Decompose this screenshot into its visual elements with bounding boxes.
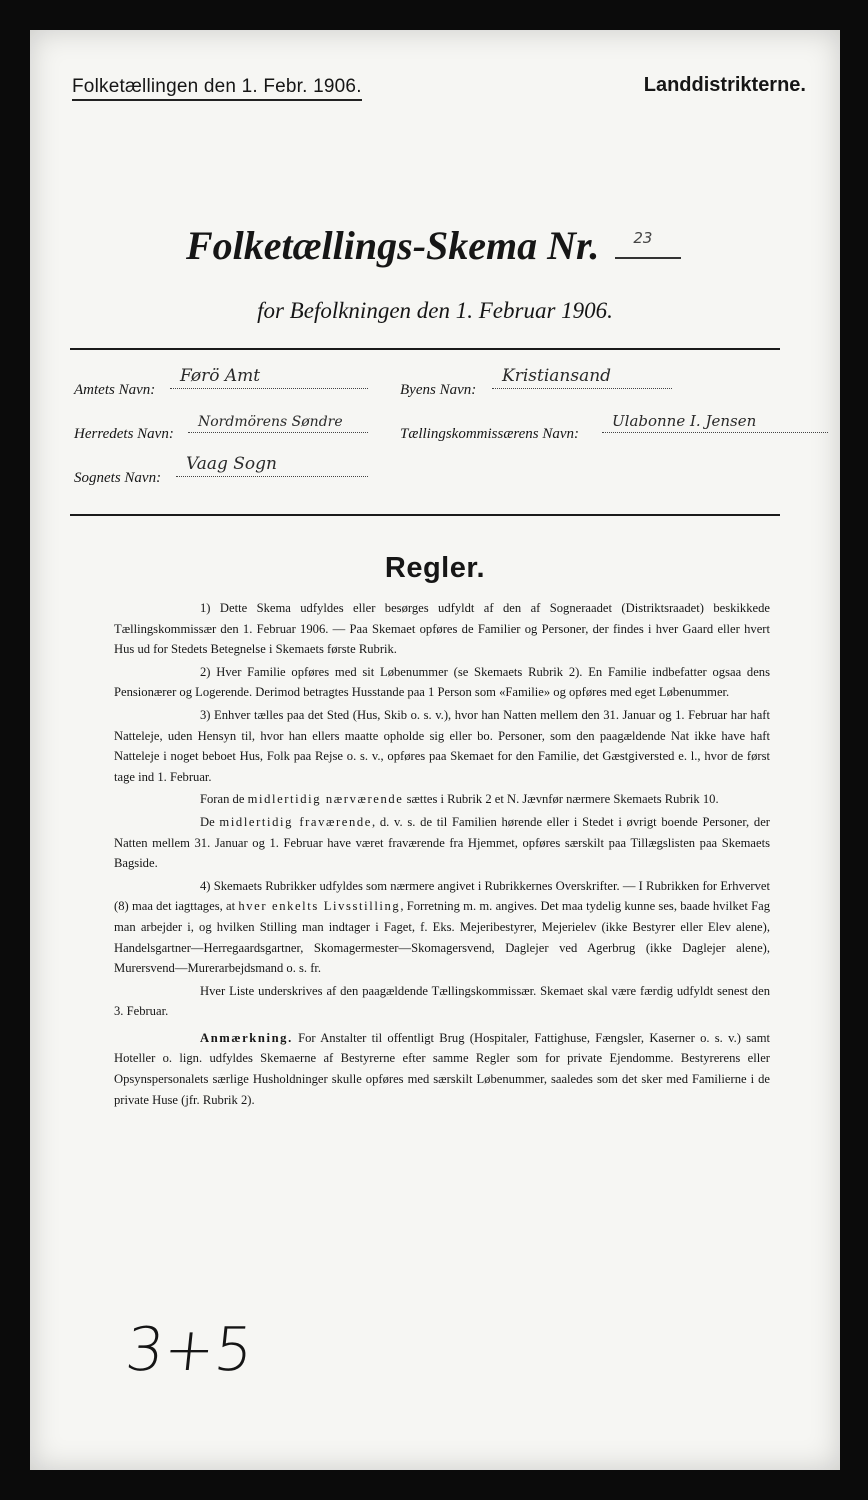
herred-value: Nordmörens Søndre [198,414,343,430]
note-text: For Anstalter til offentligt Brug (Hospitaler, Fattighuse, Fængsler, Kaserner o. s. v.) samt Hoteller o. lign. udfyldes Skemaerne af Bestyrerne efter samme Regler som for private Ejendomme. Bestyrerens eller Opsynspersonalets særlige Husholdninger skulle opføres med særskilt Løbenummer, saaledes som det sker med Familierne i de private Huse (jfr. Rubrik 2). [114,1030,770,1107]
rules-note [114,1028,770,1110]
district-type-label: Landdistrikterne. [643,74,806,96]
rule-4 [114,876,770,979]
divider-top [70,348,780,350]
form-title [186,222,681,269]
rule-4-pre: 4) Skemaets Rubrikker udfyldes som nærmere angivet i Rubrikkernes Overskrifter. — I Rubrikken for Erhvervet (8) maa det iagttages, at [114,878,770,914]
rule-4-spaced: hver enkelts Livsstilling [238,899,401,914]
amt-field [170,366,368,389]
handwritten-count: 3+5 [122,1315,257,1385]
rule-3b-pre: De [200,814,220,829]
rule-2: 2) Hver Familie opføres med sit Løbenummer (se Skemaets Rubrik 2). En Familie indbefatter ogsaa dens Pensionærer og Logerende. Derimod betragtes Husstande paa 1 Person som «Familie» og opføres med eget Løbenummer. [114,664,770,700]
form-number-value: 23 [633,229,653,247]
byen-label: Byens Navn: [400,382,477,398]
rules-body [114,598,770,1112]
amt-value: Førö Amt [180,366,261,386]
rule-3a-pre: Foran de [200,792,248,807]
form-subtitle: for Befolkningen den 1. Februar 1906. [257,298,613,323]
sogn-value: Vaag Sogn [186,454,277,474]
herred-field [188,410,368,433]
note-label: Anmærkning. [200,1030,293,1045]
amt-label: Amtets Navn: [74,382,156,398]
byen-field [492,366,672,389]
rule-3a-spaced: midlertidig nærværende [247,792,404,807]
kommissaer-field [602,410,828,433]
rule-3b-spaced: midlertidig fraværende [219,814,372,829]
census-header-title: Folketællingen den 1. Febr. 1906. [72,76,362,101]
rules-heading: Regler. [384,552,486,584]
rule-signature: Hver Liste underskrives af den paagældende Tællingskommissær. Skemaet skal være færdig udfyldt senest den 3. Februar. [114,983,770,1019]
kommissaer-label: Tællingskommissærens Navn: [400,426,580,442]
census-form-page [30,30,840,1470]
herred-label: Herredets Navn: [74,426,174,442]
rule-1: 1) Dette Skema udfyldes eller besørges udfyldt af den af Sogneraadet (Distriktsraadet) beskikkede Tællingskommissær den 1. Februar 1906. — Paa Skemaet opføres de Familier og Personer, der findes i hver Gaard eller hvert Hus ud for Stedets Betegnelse i Skemaets første Rubrik. [114,601,770,657]
kommissaer-value: Ulabonne I. Jensen [612,412,757,430]
rule-3b-post: , d. v. s. de til Familien hørende eller i Stedet i øvrigt boende Personer, der Natten mellem 31. Januar og 1. Februar have været fraværende fra Hjemmet, opføres særskilt paa Tillægslisten paa Skemaets Bagside. [114,814,770,871]
form-number-field [615,231,681,259]
divider-bottom [70,514,780,516]
byen-value: Kristiansand [502,366,612,386]
rule-3-temporary-present [114,789,770,810]
sogn-field [176,454,368,477]
rule-4-post: , Forretning m. m. angives. Det maa tydelig kunne ses, baade hvilket Fag man arbejder i, og hvilken Stilling man indtager i Faget, f. Eks. Mejeribestyrer, Mejerielev (ikke Bestyrer eller Elev alene), Handelsgartner—Herregaardsgartner, Skomagermester—Skomagersvend, Daglejer ved Agerbrug (ikke Daglejer alene), Murersvend—Murerarbejdsmand o. s. fr. [114,899,770,976]
sogn-label: Sognets Navn: [74,470,162,486]
rule-3: 3) Enhver tælles paa det Sted (Hus, Skib o. s. v.), hvor han Natten mellem den 31. Januar og 1. Februar har haft Natteleje, uden Hensyn til, hvor han ellers maatte opholde sig eller bo. Personer, som den paagældende Nat ikke have haft Natteleje i noget beboet Hus, Folk paa Rejse o. s. v., opføres paa Skemaet for den Familie, det Gæstgiversted e. l., hvor de først tage ind 1. Februar. [114,707,770,784]
rule-3-temporary-absent [114,812,770,874]
form-title-text: Folketællings-Skema Nr. [186,223,600,268]
rule-3a-post: sættes i Rubrik 2 et N. Jævnfør nærmere Skemaets Rubrik 10. [403,792,719,807]
